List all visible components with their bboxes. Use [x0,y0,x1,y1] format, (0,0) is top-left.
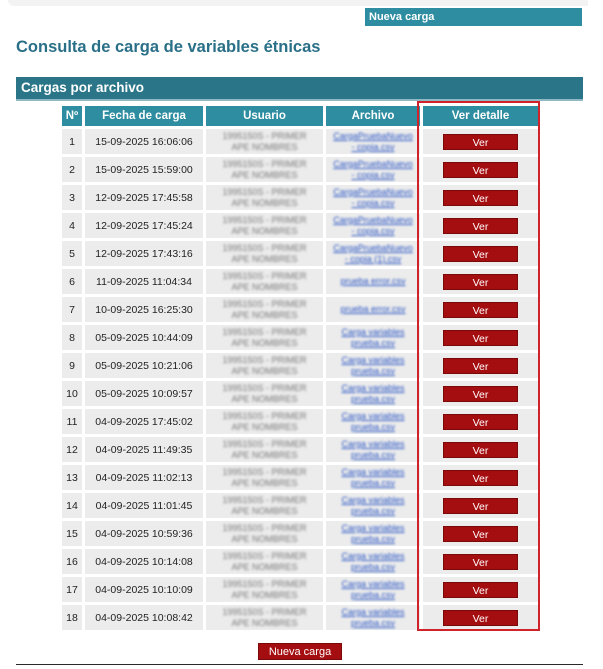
row-archivo [326,437,420,462]
row-archivo [326,353,420,378]
archivo-link-line2[interactable]: prueba.csv [350,449,396,460]
row-usuario [206,353,323,378]
row-fecha: 04-09-2025 10:59:36 [85,521,203,546]
usuario-line2: APE NOMBRES [231,365,298,376]
table-row [62,185,538,210]
row-fecha: 04-09-2025 10:10:09 [85,577,203,602]
usuario-line2: APE NOMBRES [231,477,298,488]
row-archivo [326,241,420,266]
row-ver-detalle [423,129,538,154]
ver-button[interactable]: Ver [443,386,518,402]
row-usuario [206,605,323,630]
archivo-link-line2[interactable]: prueba.csv [350,477,396,488]
ver-button[interactable]: Ver [443,218,518,234]
usuario-line1: 1995150S - PRIMER [222,494,307,505]
row-ver-detalle [423,605,538,630]
row-usuario [206,437,323,462]
row-ver-detalle [423,241,538,266]
row-usuario [206,325,323,350]
row-archivo [326,465,420,490]
row-ver-detalle [423,465,538,490]
usuario-line1: 1995150S - PRIMER [222,410,307,421]
archivo-link-line2[interactable]: prueba.csv [350,393,396,404]
row-fecha: 15-09-2025 15:59:00 [85,157,203,182]
ver-button[interactable]: Ver [443,442,518,458]
row-number: 11 [62,409,82,434]
nueva-carga-bottom-button[interactable]: Nueva carga [258,643,342,660]
usuario-line1: 1995150S - PRIMER [222,270,307,281]
archivo-link-line2[interactable]: prueba.csv [350,561,396,572]
table-row [62,157,538,182]
row-fecha: 04-09-2025 11:01:45 [85,493,203,518]
usuario-line1: 1995150S - PRIMER [222,298,307,309]
row-usuario [206,185,323,210]
table-row [62,129,538,154]
table-row [62,325,538,350]
usuario-line1: 1995150S - PRIMER [222,438,307,449]
table-row [62,409,538,434]
row-ver-detalle [423,521,538,546]
archivo-link-line2[interactable]: prueba.csv [350,589,396,600]
table-row [62,493,538,518]
archivo-link[interactable]: Carga variables [341,550,405,561]
row-fecha: 12-09-2025 17:45:58 [85,185,203,210]
usuario-line2: APE NOMBRES [231,281,298,292]
usuario-line2: APE NOMBRES [231,421,298,432]
archivo-link[interactable]: CargaPruebaNuevo [333,242,413,253]
row-ver-detalle [423,381,538,406]
archivo-link[interactable]: prueba error.csv [340,304,406,314]
ver-button[interactable]: Ver [443,582,518,598]
table-row [62,521,538,546]
row-fecha: 05-09-2025 10:21:06 [85,353,203,378]
usuario-line2: APE NOMBRES [231,505,298,516]
ver-button[interactable]: Ver [443,274,518,290]
usuario-line2: APE NOMBRES [231,561,298,572]
usuario-line2: APE NOMBRES [231,197,298,208]
row-archivo [326,381,420,406]
row-usuario [206,465,323,490]
archivo-link[interactable]: Carga variables [341,438,405,449]
row-ver-detalle [423,157,538,182]
row-usuario [206,549,323,574]
ver-button[interactable]: Ver [443,134,518,150]
row-number: 18 [62,605,82,630]
row-ver-detalle [423,549,538,574]
row-archivo [326,213,420,238]
archivo-link-line2[interactable]: - copia.csv [351,141,395,152]
row-fecha: 15-09-2025 16:06:06 [85,129,203,154]
usuario-line1: 1995150S - PRIMER [222,354,307,365]
usuario-line2: APE NOMBRES [231,589,298,600]
table-row [62,353,538,378]
row-fecha: 04-09-2025 10:08:42 [85,605,203,630]
row-archivo [326,185,420,210]
usuario-line2: APE NOMBRES [231,169,298,180]
archivo-link[interactable]: Carga variables [341,326,405,337]
archivo-link[interactable]: Carga variables [341,522,405,533]
row-number: 3 [62,185,82,210]
row-usuario [206,521,323,546]
row-archivo [326,605,420,630]
column-header-fecha: Fecha de carga [85,106,203,126]
archivo-link[interactable]: Carga variables [341,410,405,421]
usuario-line1: 1995150S - PRIMER [222,578,307,589]
ver-button[interactable]: Ver [443,302,518,318]
archivo-link[interactable]: prueba error.csv [340,276,406,286]
ver-button[interactable]: Ver [443,162,518,178]
row-ver-detalle [423,353,538,378]
row-fecha: 04-09-2025 17:45:02 [85,409,203,434]
ver-button[interactable]: Ver [443,246,518,262]
row-number: 17 [62,577,82,602]
ver-button[interactable]: Ver [443,470,518,486]
row-ver-detalle [423,577,538,602]
archivo-link-line2[interactable]: - copia (1).csv [344,253,402,264]
table-header-row [62,106,538,126]
usuario-line1: 1995150S - PRIMER [222,466,307,477]
row-number: 15 [62,521,82,546]
usuario-line2: APE NOMBRES [231,533,298,544]
row-usuario [206,269,323,294]
row-ver-detalle [423,185,538,210]
table-row [62,605,538,630]
usuario-line1: 1995150S - PRIMER [222,130,307,141]
bottom-divider [16,664,583,665]
row-usuario [206,129,323,154]
row-fecha: 05-09-2025 10:09:57 [85,381,203,406]
row-fecha: 05-09-2025 10:44:09 [85,325,203,350]
archivo-link-line2[interactable]: prueba.csv [350,505,396,516]
usuario-line2: APE NOMBRES [231,309,298,320]
usuario-line1: 1995150S - PRIMER [222,606,307,617]
row-fecha: 12-09-2025 17:45:24 [85,213,203,238]
row-fecha: 10-09-2025 16:25:30 [85,297,203,322]
usuario-line1: 1995150S - PRIMER [222,158,307,169]
row-number: 4 [62,213,82,238]
usuario-line2: APE NOMBRES [231,449,298,460]
row-archivo [326,269,420,294]
row-archivo [326,297,420,322]
archivo-link[interactable]: CargaPruebaNuevo [333,158,413,169]
row-fecha: 04-09-2025 11:49:35 [85,437,203,462]
row-archivo [326,157,420,182]
row-archivo [326,577,420,602]
usuario-line2: APE NOMBRES [231,337,298,348]
archivo-link[interactable]: Carga variables [341,354,405,365]
ver-button[interactable]: Ver [443,498,518,514]
archivo-link[interactable]: Carga variables [341,382,405,393]
table-row [62,381,538,406]
column-header-num: Nº [62,106,82,126]
row-usuario [206,213,323,238]
ver-button[interactable]: Ver [443,190,518,206]
row-number: 8 [62,325,82,350]
archivo-link[interactable]: CargaPruebaNuevo [333,214,413,225]
usuario-line2: APE NOMBRES [231,617,298,628]
row-number: 16 [62,549,82,574]
table-row [62,549,538,574]
archivo-link-line2[interactable]: prueba.csv [350,533,396,544]
usuario-line2: APE NOMBRES [231,225,298,236]
row-usuario [206,409,323,434]
usuario-line2: APE NOMBRES [231,253,298,264]
row-ver-detalle [423,297,538,322]
row-archivo [326,129,420,154]
row-usuario [206,297,323,322]
archivo-link-line2[interactable]: prueba.csv [350,617,396,628]
row-ver-detalle [423,269,538,294]
row-number: 7 [62,297,82,322]
archivo-link[interactable]: CargaPruebaNuevo [333,186,413,197]
table-row [62,269,538,294]
usuario-line1: 1995150S - PRIMER [222,522,307,533]
nueva-carga-top-button[interactable]: Nueva carga [365,8,582,26]
archivo-link[interactable]: CargaPruebaNuevo [333,130,413,141]
row-usuario [206,493,323,518]
archivo-link[interactable]: Carga variables [341,494,405,505]
row-archivo [326,549,420,574]
row-number: 14 [62,493,82,518]
row-usuario [206,157,323,182]
row-archivo [326,325,420,350]
usuario-line1: 1995150S - PRIMER [222,186,307,197]
section-header: Cargas por archivo [16,77,583,101]
row-fecha: 04-09-2025 10:14:08 [85,549,203,574]
row-archivo [326,409,420,434]
usuario-line1: 1995150S - PRIMER [222,242,307,253]
ver-button[interactable]: Ver [443,330,518,346]
archivo-link-line2[interactable]: prueba.csv [350,421,396,432]
row-number: 9 [62,353,82,378]
row-archivo [326,521,420,546]
row-number: 6 [62,269,82,294]
ver-button[interactable]: Ver [443,358,518,374]
archivo-link-line2[interactable]: - copia.csv [351,197,395,208]
row-number: 12 [62,437,82,462]
row-number: 1 [62,129,82,154]
table-row [62,577,538,602]
cargas-table [59,103,541,633]
row-fecha: 12-09-2025 17:43:16 [85,241,203,266]
archivo-link-line2[interactable]: prueba.csv [350,365,396,376]
row-fecha: 11-09-2025 11:04:34 [85,269,203,294]
row-ver-detalle [423,325,538,350]
table-body [62,129,538,630]
archivo-link-line2[interactable]: - copia.csv [351,169,395,180]
archivo-link[interactable]: Carga variables [341,466,405,477]
ver-button[interactable]: Ver [443,414,518,430]
usuario-line2: APE NOMBRES [231,393,298,404]
table-row [62,465,538,490]
archivo-link[interactable]: Carga variables [341,578,405,589]
ver-button[interactable]: Ver [443,610,518,626]
column-header-ver-detalle: Ver detalle [423,106,538,126]
table-row [62,437,538,462]
row-number: 10 [62,381,82,406]
row-ver-detalle [423,409,538,434]
row-number: 13 [62,465,82,490]
row-fecha: 04-09-2025 11:02:13 [85,465,203,490]
archivo-link-line2[interactable]: prueba.csv [350,337,396,348]
row-number: 2 [62,157,82,182]
ver-button[interactable]: Ver [443,554,518,570]
row-usuario [206,241,323,266]
row-ver-detalle [423,437,538,462]
usuario-line2: APE NOMBRES [231,141,298,152]
page-title: Consulta de carga de variables étnicas [16,38,321,56]
archivo-link[interactable]: Carga variables [341,606,405,617]
table-row [62,241,538,266]
row-usuario [206,577,323,602]
row-archivo [326,493,420,518]
top-strip [8,0,588,6]
column-header-usuario: Usuario [206,106,323,126]
row-ver-detalle [423,493,538,518]
table-row [62,213,538,238]
table-row [62,297,538,322]
ver-button[interactable]: Ver [443,526,518,542]
row-usuario [206,381,323,406]
archivo-link-line2[interactable]: - copia.csv [351,225,395,236]
usuario-line1: 1995150S - PRIMER [222,550,307,561]
column-header-archivo: Archivo [326,106,420,126]
usuario-line1: 1995150S - PRIMER [222,214,307,225]
row-ver-detalle [423,213,538,238]
usuario-line1: 1995150S - PRIMER [222,382,307,393]
row-number: 5 [62,241,82,266]
usuario-line1: 1995150S - PRIMER [222,326,307,337]
